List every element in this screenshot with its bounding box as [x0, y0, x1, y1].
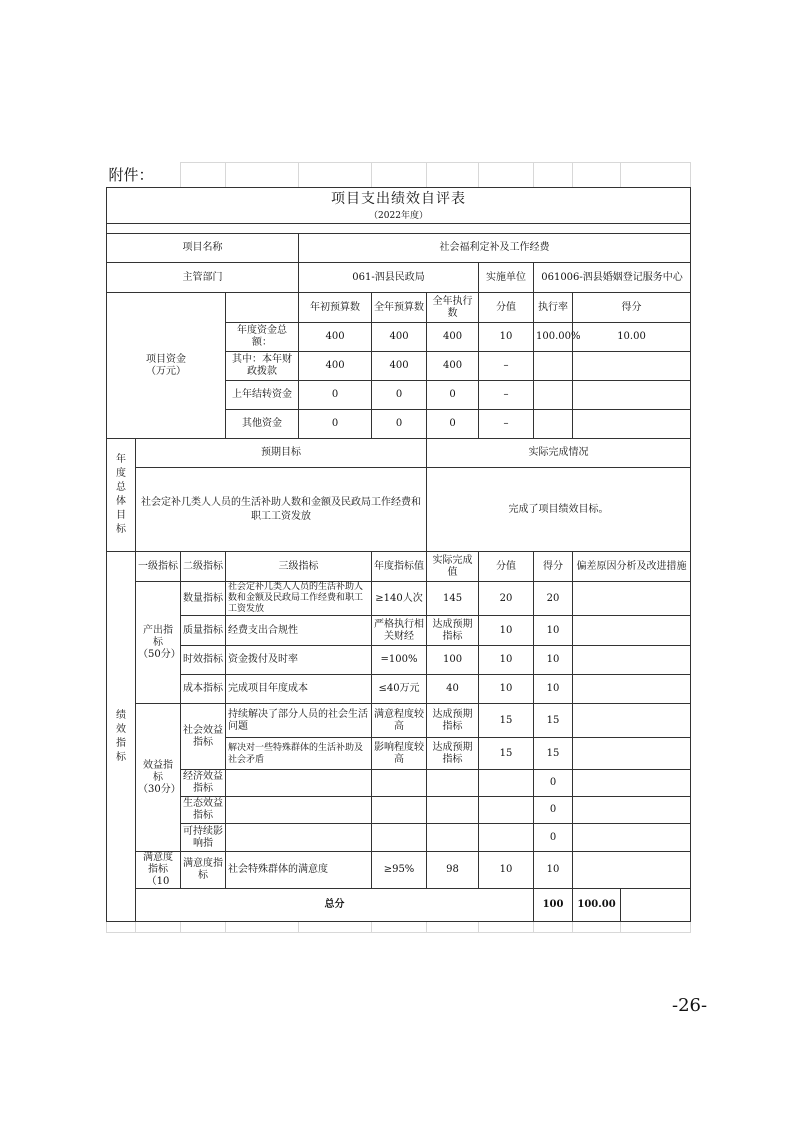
table-row: [107, 675, 691, 704]
funds-annual: 400: [372, 323, 427, 352]
level3-cell: 解决对一些特殊群体的生活补助及社会矛盾: [226, 738, 372, 770]
actual-completion-text: 完成了项目绩效目标。: [427, 468, 691, 552]
social-benefit-label: 社会效益指标: [181, 704, 226, 770]
sustain-score: 0: [534, 824, 573, 852]
target-cell: ≤40万元: [372, 675, 427, 704]
actual-cell: 100: [427, 646, 479, 675]
funds-exec-rate: [534, 410, 573, 439]
col-score: 得分: [573, 293, 691, 323]
funds-initial: 0: [299, 410, 372, 439]
table-row: [107, 852, 691, 889]
level2-cell: 质量指标: [181, 616, 226, 646]
funds-executed: 400: [427, 352, 479, 381]
col-remark: 偏差原因分析及改进措施: [573, 552, 691, 582]
col-exec-rate: 执行率: [534, 293, 573, 323]
funds-annual: 0: [372, 410, 427, 439]
total-label: 总分: [136, 889, 534, 922]
funds-executed: 400: [427, 323, 479, 352]
department-value: 061-泗县民政局: [299, 263, 479, 293]
table-row: [107, 704, 691, 738]
score-cell: 10: [534, 616, 573, 646]
satisfaction-target: ≥95%: [372, 852, 427, 889]
benefit-indicator-label: 效益指 标 （30分）: [136, 704, 181, 852]
target-cell: ≥140人次: [372, 582, 427, 616]
performance-sheet: [106, 162, 690, 920]
project-name-label: 项目名称: [107, 234, 299, 263]
level3-cell: 资金拨付及时率: [226, 646, 372, 675]
actual-cell: 40: [427, 675, 479, 704]
level3-cell: 社会定补几类人人员的生活补助人数和金额及民政局工作经费和职工工资发放: [226, 582, 372, 616]
funds-score: [573, 381, 691, 410]
score-cell: 10: [534, 646, 573, 675]
table-row: [107, 646, 691, 675]
score-value-cell: 10: [479, 646, 534, 675]
total-score-value: 100: [534, 889, 573, 922]
satisfaction-level3: 社会特殊群体的满意度: [226, 852, 372, 889]
funds-exec-rate: [534, 352, 573, 381]
department-label: 主管部门: [107, 263, 299, 293]
actual-cell: 达成预期指标: [427, 616, 479, 646]
year-note: （2022年度）: [107, 210, 691, 224]
funds-score-value: –: [479, 381, 534, 410]
funds-score-value: –: [479, 410, 534, 439]
funds-executed: 0: [427, 410, 479, 439]
actual-cell: 145: [427, 582, 479, 616]
sustain-label: 可持续影响指: [181, 824, 226, 852]
col-annual-executed: 全年执行数: [427, 293, 479, 323]
economic-benefit-label: 经济效益指标: [181, 770, 226, 797]
score-value-cell: 15: [479, 704, 534, 738]
funds-row-label: 年度资金总额：: [226, 323, 299, 352]
level2-cell: 数量指标: [181, 582, 226, 616]
table-row: [107, 797, 691, 824]
funds-row-label: 上年结转资金: [226, 381, 299, 410]
score-value-cell: 15: [479, 738, 534, 770]
funds-row-label: 其中：本年财政拨款: [226, 352, 299, 381]
output-indicator-label: 产出指 标 （50分）: [136, 582, 181, 704]
funds-label: 项目资金 （万元）: [107, 293, 226, 439]
funds-score: [573, 410, 691, 439]
level2-cell: 成本指标: [181, 675, 226, 704]
score-cell: 15: [534, 738, 573, 770]
score-value-cell: 10: [479, 616, 534, 646]
funds-annual: 0: [372, 381, 427, 410]
total-score: 100.00: [573, 889, 621, 922]
score-value-cell: 20: [479, 582, 534, 616]
implementer-label: 实施单位: [479, 263, 534, 293]
col-level2: 二级指标: [181, 552, 226, 582]
funds-score-value: 10: [479, 323, 534, 352]
level3-cell: 持续解决了部分人员的社会生活问题: [226, 704, 372, 738]
actual-completion-header: 实际完成情况: [427, 439, 691, 468]
col-target: 年度指标值: [372, 552, 427, 582]
col-annual-budget: 全年预算数: [372, 293, 427, 323]
funds-exec-rate: [534, 381, 573, 410]
score-cell: 10: [534, 675, 573, 704]
score-cell: 15: [534, 704, 573, 738]
page-number: -26-: [672, 995, 708, 1016]
col-ind-score: 得分: [534, 552, 573, 582]
total-row: [107, 889, 691, 922]
economic-score: 0: [534, 770, 573, 797]
satisfaction-level2: 满意度指标: [181, 852, 226, 889]
funds-initial: 0: [299, 381, 372, 410]
satisfaction-actual: 98: [427, 852, 479, 889]
annex-label: 附件：: [107, 163, 181, 188]
col-initial-budget: 年初预算数: [299, 293, 372, 323]
col-ind-score-value: 分值: [479, 552, 534, 582]
funds-score-value: –: [479, 352, 534, 381]
eco-benefit-label: 生态效益指标: [181, 797, 226, 824]
target-cell: 满意程度较高: [372, 704, 427, 738]
score-value-cell: 10: [479, 675, 534, 704]
satisfaction-score: 10: [534, 852, 573, 889]
actual-cell: 达成预期指标: [427, 704, 479, 738]
funds-executed: 0: [427, 381, 479, 410]
target-cell: 严格执行相关财经: [372, 616, 427, 646]
goals-side-label: 年 度 总 体 目 标: [107, 439, 136, 552]
col-level1: 一级指标: [136, 552, 181, 582]
score-cell: 20: [534, 582, 573, 616]
funds-initial: 400: [299, 352, 372, 381]
col-actual: 实际完成值: [427, 552, 479, 582]
table-row: [107, 582, 691, 616]
funds-initial: 400: [299, 323, 372, 352]
funds-row-label: 其他资金: [226, 410, 299, 439]
col-level3: 三级指标: [226, 552, 372, 582]
target-cell: 影响程度较高: [372, 738, 427, 770]
table-row: [107, 824, 691, 852]
expected-goal-header: 预期目标: [136, 439, 427, 468]
actual-cell: 达成预期指标: [427, 738, 479, 770]
eco-score: 0: [534, 797, 573, 824]
funds-score: 10.00: [573, 323, 691, 352]
self-evaluation-table: [106, 162, 691, 933]
table-row: [107, 770, 691, 797]
table-row: [107, 616, 691, 646]
page-title: 项目支出绩效自评表: [107, 188, 691, 210]
level3-cell: 完成项目年度成本: [226, 675, 372, 704]
funds-annual: 400: [372, 352, 427, 381]
funds-score: [573, 352, 691, 381]
implementer-value: 061006-泗县婚姻登记服务中心: [534, 263, 691, 293]
level2-cell: 时效指标: [181, 646, 226, 675]
indicators-side-label: 绩 效 指 标: [107, 552, 136, 922]
col-score-value: 分值: [479, 293, 534, 323]
level3-cell: 经费支出合规性: [226, 616, 372, 646]
satisfaction-indicator-label: 满意度 指标（10: [136, 852, 181, 889]
satisfaction-score-value: 10: [479, 852, 534, 889]
target-cell: =100%: [372, 646, 427, 675]
expected-goal-text: 社会定补几类人人员的生活补助人数和金额及民政局工作经费和职工工资发放: [136, 468, 427, 552]
project-name-value: 社会福利定补及工作经费: [299, 234, 691, 263]
funds-exec-rate: 100.00%: [534, 323, 573, 352]
